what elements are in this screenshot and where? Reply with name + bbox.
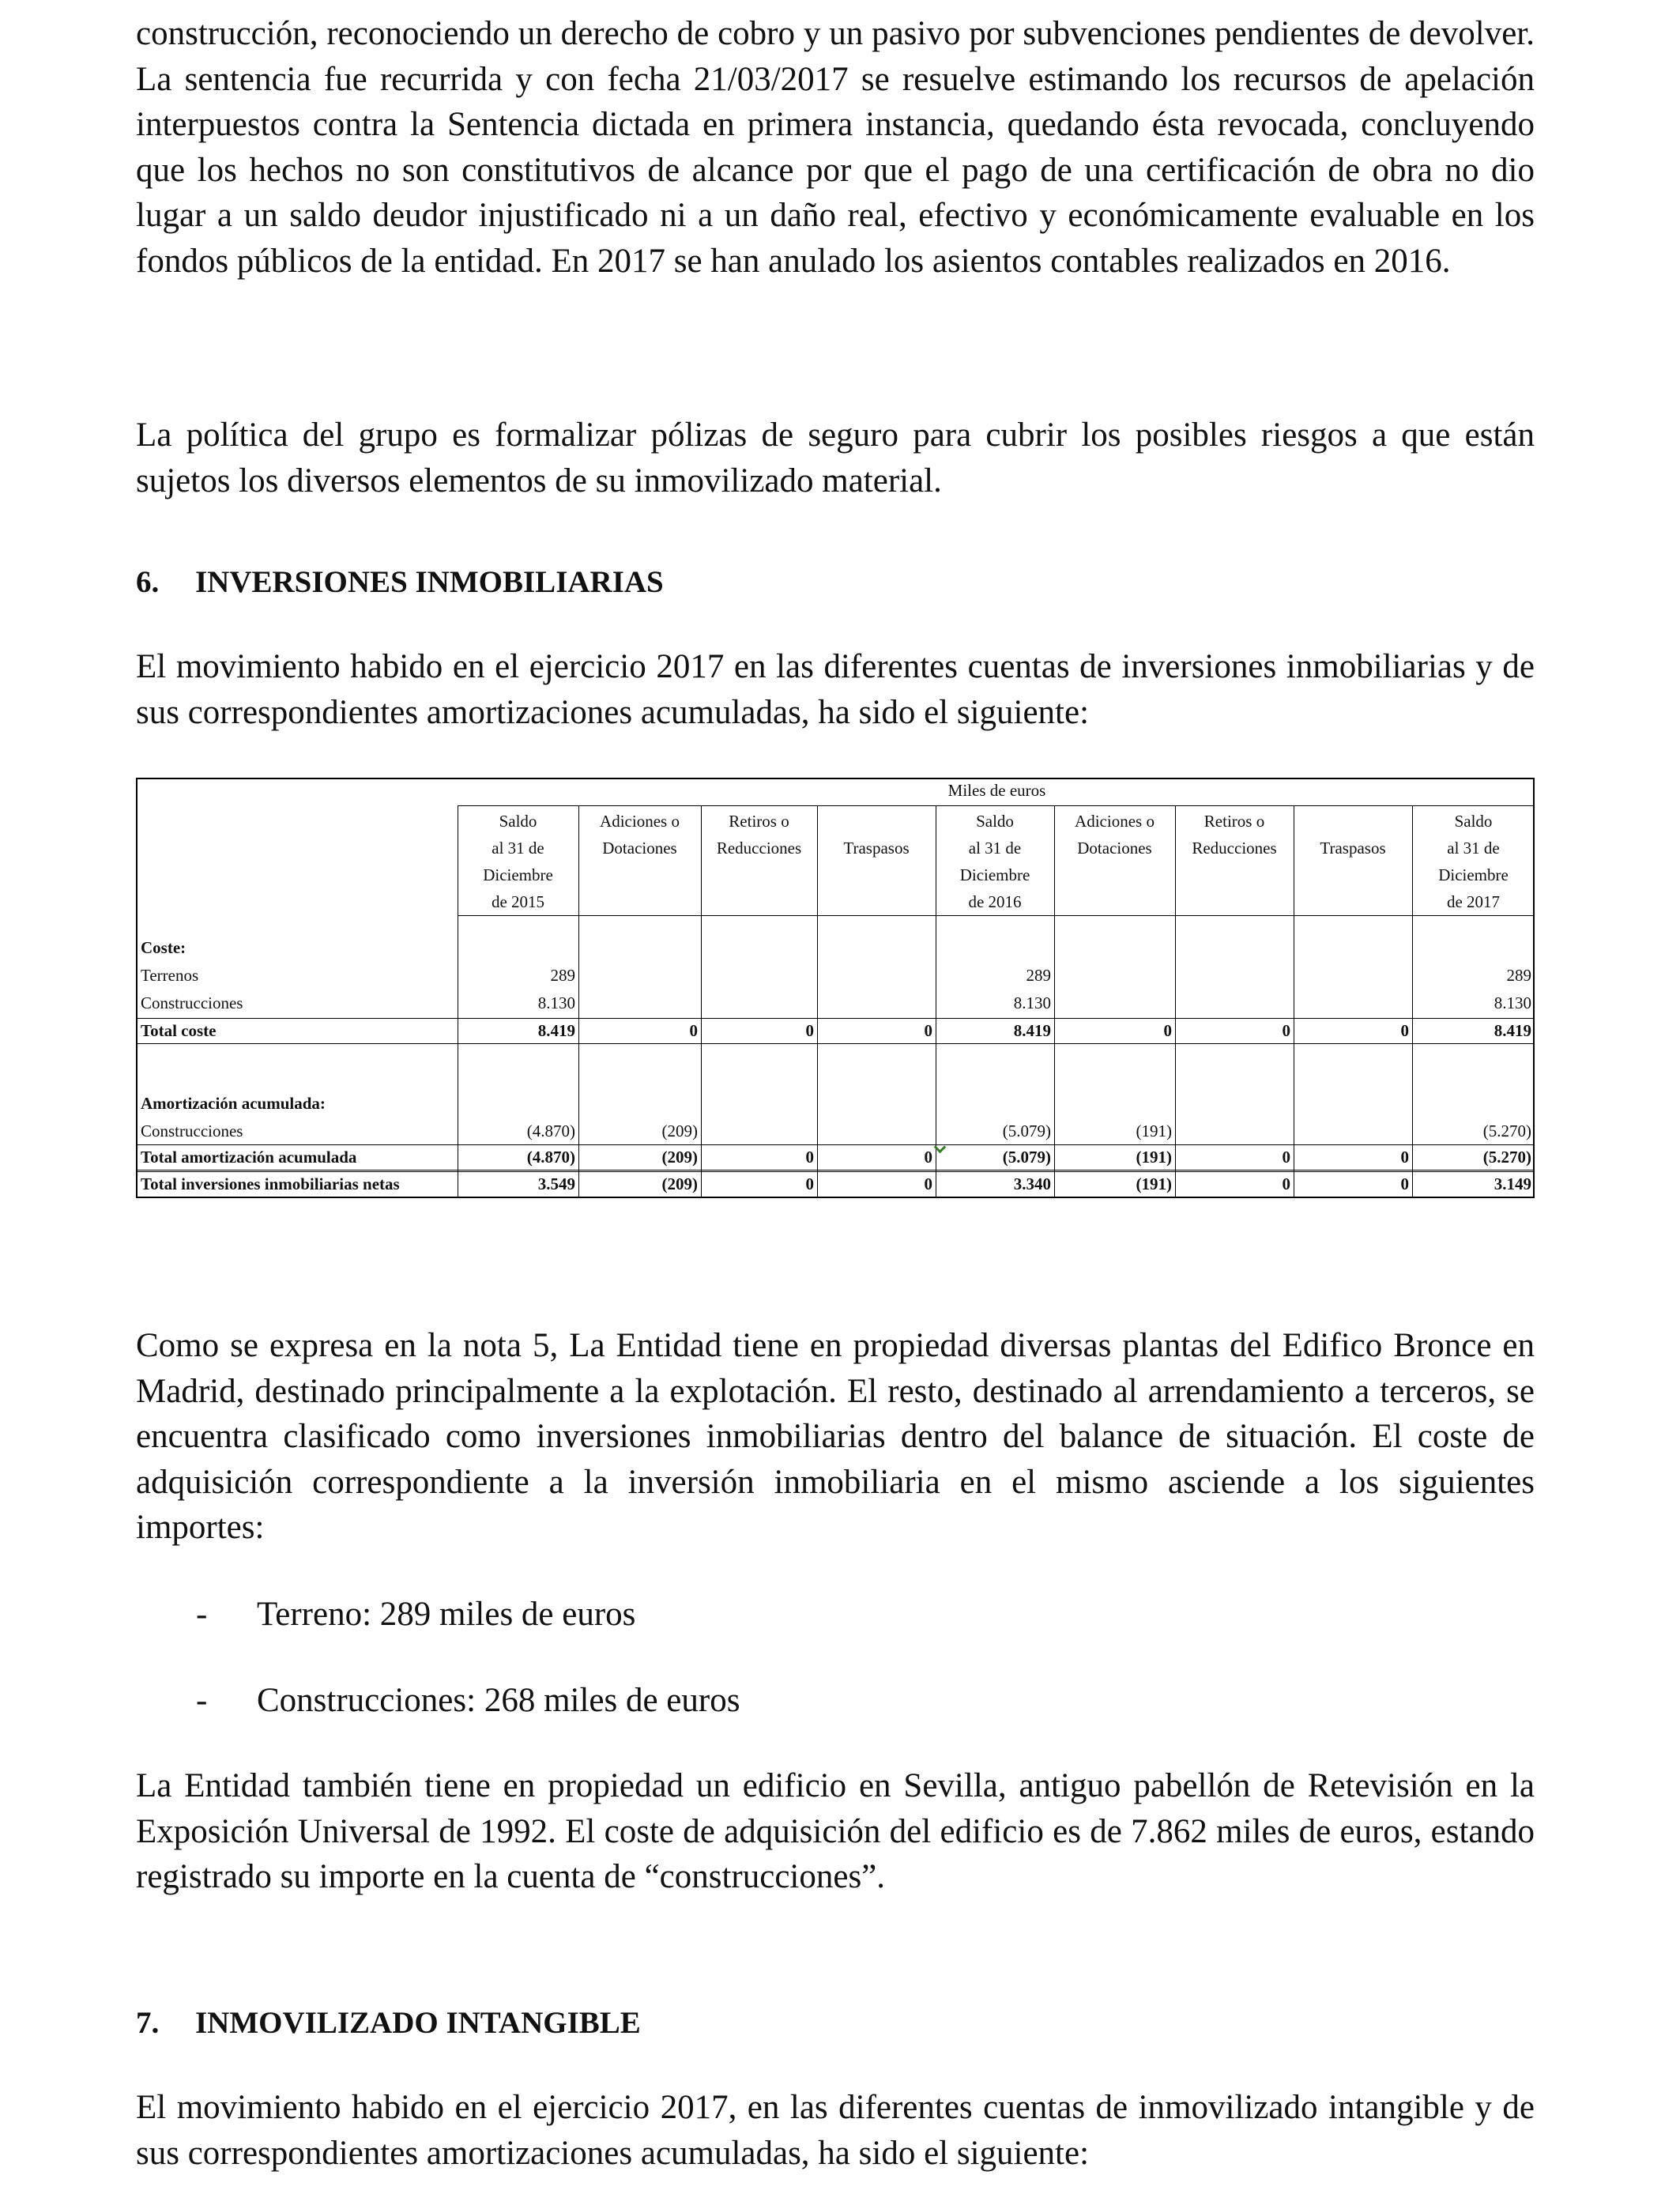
table-cell: 0 <box>924 1174 932 1193</box>
table-cell: 0 <box>1400 1021 1409 1040</box>
column-header: Adiciones o Dotaciones <box>600 812 680 858</box>
table-cell: 0 <box>1163 1021 1172 1040</box>
table-cell: 289 <box>1506 966 1531 985</box>
column-header: Saldo al 31 de Diciembre de 2016 <box>959 812 1030 911</box>
table-cell: 0 <box>1282 1148 1290 1167</box>
table-rule <box>137 1171 1533 1172</box>
table-cell: 0 <box>924 1021 932 1040</box>
table-cell: 8.130 <box>1494 993 1531 1012</box>
table-cell: 0 <box>924 1148 932 1167</box>
table-cell: 0 <box>1282 1021 1290 1040</box>
table-column-rule <box>1175 805 1176 1198</box>
table-rule <box>458 915 1535 916</box>
table-cell: 0 <box>805 1021 814 1040</box>
table-cell: (5.079) <box>1002 1148 1051 1167</box>
row-label: Terrenos <box>141 966 199 985</box>
table-cell: 3.549 <box>537 1174 575 1193</box>
table-cell: (5.270) <box>1482 1122 1531 1140</box>
table-rule <box>137 1144 1533 1145</box>
table-cell: 8.419 <box>537 1021 575 1040</box>
row-label: Total coste <box>141 1021 217 1040</box>
table-cell: (5.270) <box>1482 1148 1531 1167</box>
table-cell: (4.870) <box>526 1122 575 1140</box>
table-cell: (209) <box>661 1122 698 1140</box>
column-header: Saldo al 31 de Diciembre de 2017 <box>1438 812 1509 911</box>
row-label: Construcciones <box>141 993 243 1012</box>
table-column-rule <box>817 805 818 1198</box>
inversiones-inmobiliarias-table <box>136 778 1535 1198</box>
row-label: Total amortización acumulada <box>141 1148 357 1167</box>
section-heading-7 <box>136 2004 641 2043</box>
table-cell: 0 <box>805 1148 814 1167</box>
column-header: Retiros o Reducciones <box>1192 812 1277 858</box>
paragraph-movimiento-intangible: El movimiento habido en el ejercicio 2017, en las diferentes cuentas de inmovilizado intangible y de sus correspondientes amortizaciones acumuladas, ha sido el siguiente: <box>136 2089 1535 2172</box>
table-cell: 8.130 <box>1013 993 1051 1012</box>
row-label: Construcciones <box>141 1122 243 1140</box>
table-caption: Miles de euros <box>947 781 1046 800</box>
table-cell: (5.079) <box>1002 1122 1051 1140</box>
section-number: 7. <box>136 2006 160 2040</box>
paragraph-politica-seguros: La política del grupo es formalizar pólizas de seguro para cubrir los posibles riesgos a que están sujetos los diversos elementos de su inmovilizado material. <box>136 417 1535 499</box>
column-header: Traspasos <box>843 839 910 858</box>
table-cell: 0 <box>689 1021 698 1040</box>
table-cell: 289 <box>550 966 575 985</box>
table-column-rule <box>701 805 702 1198</box>
table-cell: 0 <box>805 1174 814 1193</box>
table-cell: 8.130 <box>537 993 575 1012</box>
table-cell: 3.340 <box>1013 1174 1051 1193</box>
table-cell: (4.870) <box>526 1148 575 1167</box>
section-title: INVERSIONES INMOBILIARIAS <box>195 565 664 599</box>
section-number: 6. <box>136 565 160 599</box>
row-label: Total inversiones inmobiliarias netas <box>141 1174 400 1193</box>
paragraph-sentencia: construcción, reconociendo un derecho de cobro y un pasivo por subvenciones pendientes de devolver. La sentencia fue recurrida y con fecha 21/03/2017 se resuelve estimando los recursos de apelación interpuestos contra la Sentencia dictada en primera instancia, quedando ésta revocada, concluyendo que los hechos no son constitutivos de alcance por que el pago de una certificación de obra no dio lugar a un saldo deudor injustificado ni a un daño real, efectivo y económicamente evaluable en los fondos públicos de la entidad. En 2017 se han anulado los asientos contables realizados en 2016. <box>136 15 1535 280</box>
table-cell: (191) <box>1136 1148 1172 1167</box>
table-rule <box>137 1018 1533 1019</box>
table-rule <box>458 805 1535 806</box>
column-header: Adiciones o Dotaciones <box>1075 812 1155 858</box>
bullet-text: Construcciones: 268 miles de euros <box>257 1682 740 1719</box>
table-rule <box>137 1043 1533 1044</box>
paragraph-movimiento-inversiones: El movimiento habido en el ejercicio 2017 en las diferentes cuentas de inversiones inmobiliarias y de sus correspondientes amortizaciones acumuladas, ha sido el siguiente: <box>136 648 1535 731</box>
row-label: Amortización acumulada: <box>141 1094 326 1113</box>
table-cell: (209) <box>661 1174 698 1193</box>
row-label: Coste: <box>141 938 186 957</box>
bullet-dash: - <box>196 1682 208 1719</box>
table-cell: (209) <box>661 1148 698 1167</box>
table-cell: (191) <box>1136 1174 1172 1193</box>
table-cell: 8.419 <box>1494 1021 1531 1040</box>
table-cell: 0 <box>1400 1174 1409 1193</box>
section-title: INMOVILIZADO INTANGIBLE <box>195 2006 641 2040</box>
column-header: Traspasos <box>1320 839 1386 858</box>
table-cell: (191) <box>1136 1122 1172 1140</box>
paragraph-edificio-sevilla: La Entidad también tiene en propiedad un edificio en Sevilla, antiguo pabellón de Retevisión en la Exposición Universal de 1992. El coste de adquisición del edificio es de 7.862 miles de euros, estando registrado su importe en la cuenta de “construcciones”. <box>136 1767 1535 1895</box>
table-cell: 3.149 <box>1494 1174 1531 1193</box>
column-header: Retiros o Reducciones <box>716 812 802 858</box>
bullet-dash: - <box>196 1596 208 1633</box>
table-cell: 289 <box>1026 966 1051 985</box>
table-cell: 8.419 <box>1013 1021 1051 1040</box>
table-cell: 0 <box>1400 1148 1409 1167</box>
section-heading-6 <box>136 563 664 602</box>
bullet-text: Terreno: 289 miles de euros <box>257 1596 636 1633</box>
table-cell: 0 <box>1282 1174 1290 1193</box>
column-header: Saldo al 31 de Diciembre de 2015 <box>483 812 553 911</box>
paragraph-edificio-bronce: Como se expresa en la nota 5, La Entidad tiene en propiedad diversas plantas del Edifico Bronce en Madrid, destinado principalmente a la explotación. El resto, destinado al arrendamiento a terceros, se encuentra clasificado como inversiones inmobiliarias dentro del balance de situación. El coste de adquisición correspondiente a la inversión inmobiliaria en el mismo asciende a los siguientes importes: <box>136 1327 1535 1546</box>
